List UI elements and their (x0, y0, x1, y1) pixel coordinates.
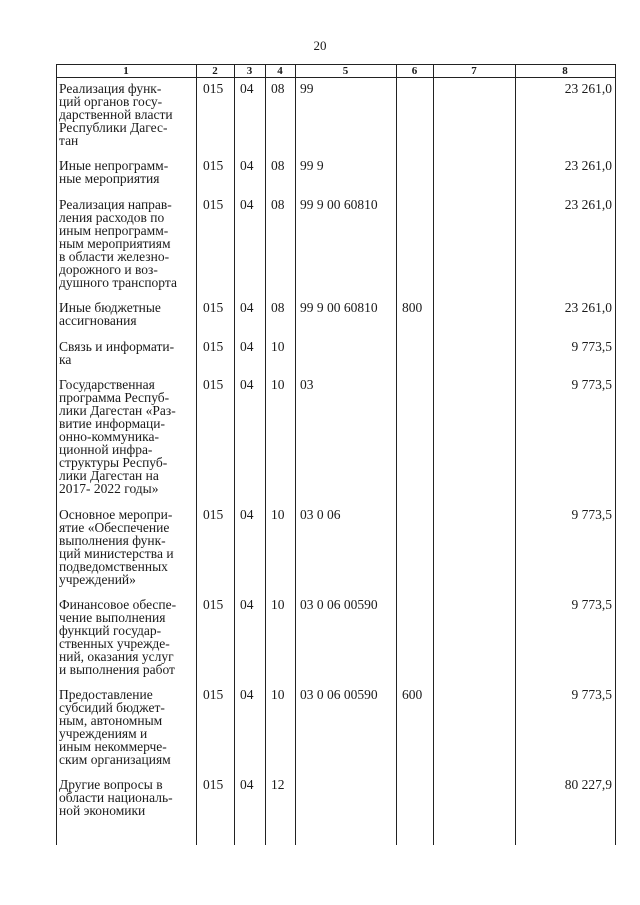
header-bottom-border (56, 77, 616, 78)
row-name: Реализация функ- ций органов госу- дарственной власти Республики Дагес- тан (59, 81, 173, 148)
column-header: 4 (277, 65, 283, 77)
code-subsection: 08 (271, 197, 285, 212)
code-section: 04 (240, 300, 254, 315)
code-ministry: 015 (203, 197, 224, 212)
code-ministry: 015 (203, 81, 224, 96)
code-target: 99 9 00 60810 (300, 300, 378, 315)
code-ministry: 015 (203, 158, 224, 173)
budget-table (56, 64, 616, 845)
amount: 23 261,0 (564, 158, 612, 173)
column-header: 5 (342, 65, 349, 77)
column-border (615, 64, 616, 845)
code-target: 99 9 (300, 158, 324, 173)
code-expense-type: 600 (402, 687, 423, 702)
amount: 9 773,5 (571, 377, 612, 392)
code-section: 04 (240, 197, 254, 212)
column-border (234, 64, 235, 845)
amount: 9 773,5 (571, 507, 612, 522)
row-name: Иные бюджетные ассигнования (59, 300, 161, 328)
row-name: Основное меропри- ятие «Обеспечение выполнения функ- ций министерства и подведомственных учреждений» (59, 507, 174, 587)
code-subsection: 10 (271, 377, 285, 392)
code-subsection: 08 (271, 81, 285, 96)
code-section: 04 (240, 158, 254, 173)
row-name: Предоставление субсидий бюджет- ным, автономным учреждениям и иным некоммерче- ским организациям (59, 687, 171, 767)
code-ministry: 015 (203, 507, 224, 522)
column-header: 2 (212, 65, 218, 77)
code-ministry: 015 (203, 339, 224, 354)
code-section: 04 (240, 777, 254, 792)
code-ministry: 015 (203, 597, 224, 612)
column-border (433, 64, 434, 845)
row-name: Связь и информати- ка (59, 339, 175, 367)
code-target: 03 0 06 (300, 507, 341, 522)
column-header: 3 (246, 65, 253, 77)
amount: 80 227,9 (564, 777, 612, 792)
code-subsection: 08 (271, 158, 285, 173)
row-name: Реализация направ- ления расходов по иным непрограмм- ным мероприятиям в области железно- дорожного и воз- душного транспорта (59, 197, 177, 290)
amount: 9 773,5 (571, 687, 612, 702)
column-border (396, 64, 397, 845)
column-border (295, 64, 296, 845)
code-section: 04 (240, 687, 254, 702)
code-section: 04 (240, 339, 254, 354)
column-header: 8 (562, 65, 568, 77)
page-number: 20 (313, 38, 327, 53)
column-border (196, 64, 197, 845)
code-subsection: 10 (271, 597, 285, 612)
row-name: Другие вопросы в области националь- ной экономики (59, 777, 173, 818)
code-expense-type: 800 (402, 300, 423, 315)
code-target: 99 (300, 81, 314, 96)
row-name: Государственная программа Респуб- лики Дагестан «Раз- витие информаци- онно-коммуника- ционной инфра- структуры Респуб- лики Дагестан на 2017- 2022 годы» (59, 377, 176, 496)
column-border (265, 64, 266, 845)
column-header: 7 (471, 65, 477, 77)
code-subsection: 08 (271, 300, 285, 315)
code-target: 03 0 06 00590 (300, 687, 378, 702)
code-ministry: 015 (203, 377, 224, 392)
amount: 23 261,0 (564, 300, 612, 315)
code-section: 04 (240, 507, 254, 522)
code-target: 03 (300, 377, 314, 392)
code-ministry: 015 (203, 777, 224, 792)
row-name: Финансовое обеспе- чение выполнения функций государ- ственных учрежде- ний, оказания услуг и выполнения работ (59, 597, 177, 677)
column-border (56, 64, 57, 845)
column-border (515, 64, 516, 845)
amount: 23 261,0 (564, 81, 612, 96)
column-header: 1 (123, 65, 129, 77)
code-subsection: 10 (271, 507, 285, 522)
column-header: 6 (411, 65, 418, 77)
code-target: 99 9 00 60810 (300, 197, 378, 212)
amount: 9 773,5 (571, 339, 612, 354)
amount: 9 773,5 (571, 597, 612, 612)
code-ministry: 015 (203, 300, 224, 315)
code-subsection: 10 (271, 339, 285, 354)
code-section: 04 (240, 81, 254, 96)
code-target: 03 0 06 00590 (300, 597, 378, 612)
amount: 23 261,0 (564, 197, 612, 212)
row-name: Иные непрограмм- ные мероприятия (59, 158, 169, 186)
code-section: 04 (240, 597, 254, 612)
code-section: 04 (240, 377, 254, 392)
code-ministry: 015 (203, 687, 224, 702)
code-subsection: 10 (271, 687, 285, 702)
code-subsection: 12 (271, 777, 285, 792)
